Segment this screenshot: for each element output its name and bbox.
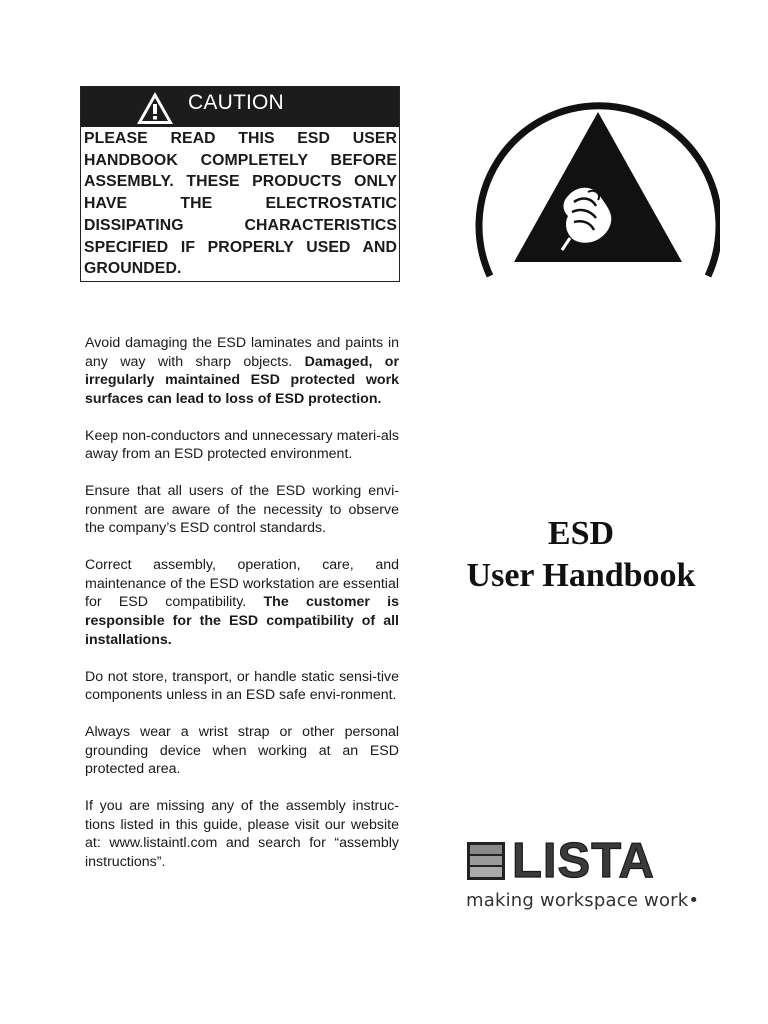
paragraph: Always wear a wrist strap or other personal grounding device when working at an ESD protected area. xyxy=(85,723,399,778)
logo-tagline: making workspace work• xyxy=(466,890,700,911)
caution-title: CAUTION xyxy=(188,91,284,114)
logo-mark-row xyxy=(466,834,706,888)
paragraph: Keep non-conductors and unnecessary materi-als away from an ESD protected environment. xyxy=(85,427,399,463)
caution-header xyxy=(81,87,399,127)
lista-logo xyxy=(466,834,706,911)
paragraph: Do not store, transport, or handle static sensi-tive components unless in an ESD safe envi-ronment. xyxy=(85,668,399,704)
title-line-2: User Handbook xyxy=(466,557,696,594)
lista-drawer-logo-icon xyxy=(466,841,506,881)
paragraph: Ensure that all users of the ESD working envi-ronment are aware of the necessity to observe the company’s ESD control standards. xyxy=(85,483,399,537)
caution-box xyxy=(80,86,400,282)
paragraph: Avoid damaging the ESD laminates and paints in any way with sharp objects. Damaged, or irregularly maintained ESD protected work surfaces can lead to loss of ESD protection. xyxy=(85,335,399,407)
logo-wordmark: LISTA xyxy=(512,834,655,888)
paragraph: If you are missing any of the assembly instruc-tions listed in this guide, please visit our website at: www.listaintl.com and search for “assembly instructions”. xyxy=(85,798,399,870)
title-line-1: ESD xyxy=(547,515,615,552)
instructions-text xyxy=(85,334,399,890)
esd-susceptibility-symbol-icon xyxy=(470,88,720,284)
paragraph: Correct assembly, operation, care, and maintenance of the ESD workstation are essential for ESD compatibility. The customer is responsible for the ESD compatibility of all installations. xyxy=(85,557,399,648)
caution-text: PLEASE READ THIS ESD USER HANDBOOK COMPLETELY BEFORE ASSEMBLY. THESE PRODUCTS ONLY HAVE THE ELECTROSTATIC DISSIPATING CHARACTERISTICS SPECIFIED IF PROPERLY USED AND GROUNDED. xyxy=(84,130,397,278)
warning-triangle-icon xyxy=(135,90,175,126)
document-title xyxy=(440,513,722,597)
